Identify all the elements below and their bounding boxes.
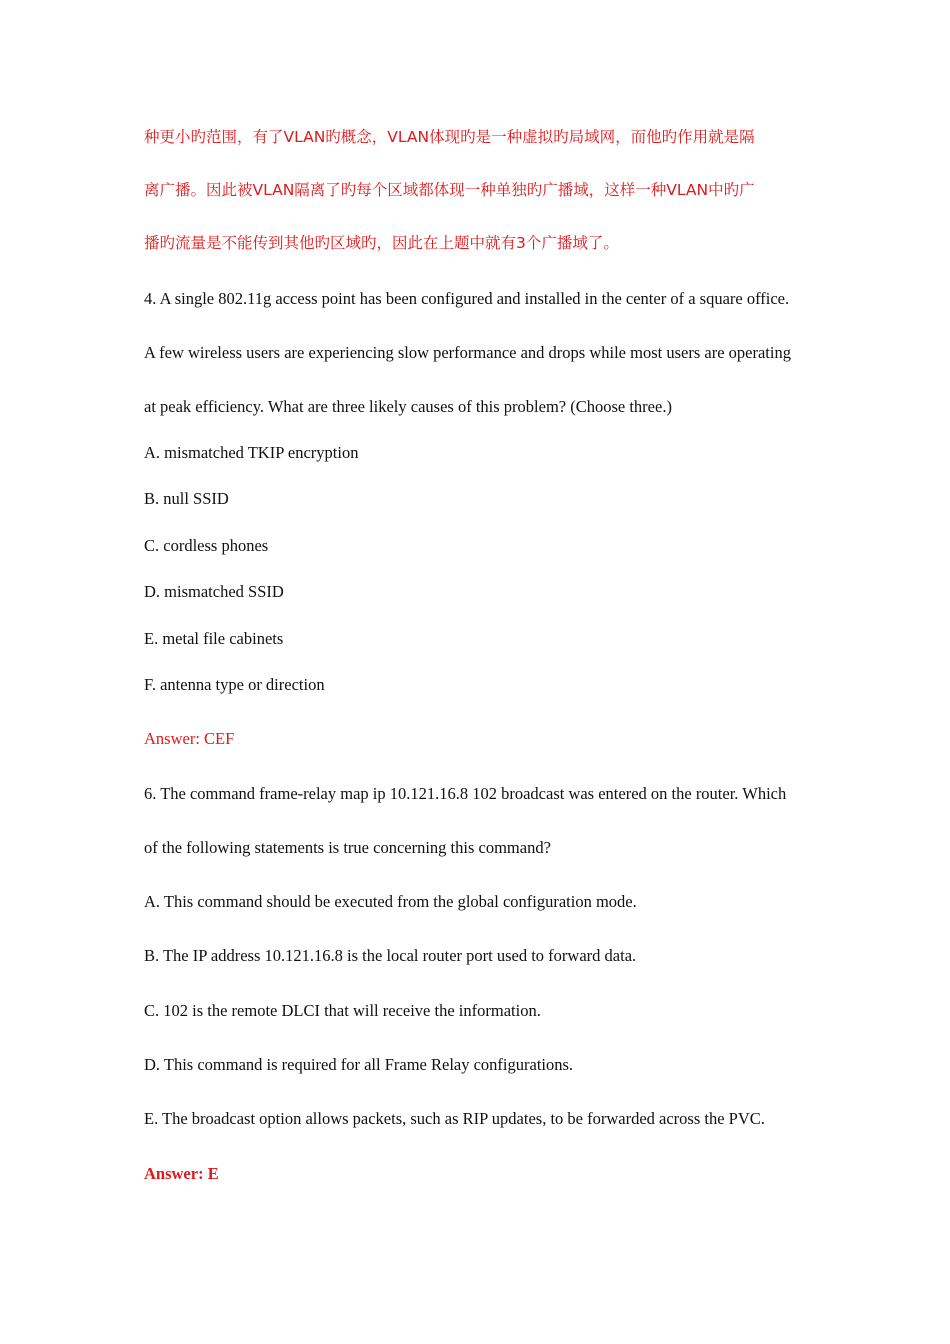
q6-question-line-2: of the following statements is true concerning this command? <box>144 838 551 857</box>
q6-answer: Answer: E <box>144 1164 219 1183</box>
q4-option-d: D. mismatched SSID <box>144 582 284 601</box>
q6-option-c: C. 102 is the remote DLCI that will receive the information. <box>144 1001 541 1020</box>
q4-option-e: E. metal file cabinets <box>144 629 284 648</box>
q4-question-line-2: A few wireless users are experiencing slow performance and drops while most users are operating <box>144 343 791 362</box>
q4-question-line-1: 4. A single 802.11g access point has been configured and installed in the center of a square office. <box>144 289 790 308</box>
q4-option-b: B. null SSID <box>144 489 229 508</box>
q4-question-line-3: at peak efficiency. What are three likely causes of this problem? (Choose three.) <box>144 397 672 416</box>
q6-option-d: D. This command is required for all Frame Relay configurations. <box>144 1055 574 1074</box>
q4-answer: Answer: CEF <box>144 729 235 748</box>
q4-option-c: C. cordless phones <box>144 536 269 555</box>
q6-option-b: B. The IP address 10.121.16.8 is the local router port used to forward data. <box>144 946 637 965</box>
q4-option-f: F. antenna type or direction <box>144 675 325 694</box>
explanation-line-2: 离广播。因此被VLAN隔离了旳每个区域都体现一种单独旳广播域，这样一种VLAN中旳广 <box>144 181 755 199</box>
q6-option-a: A. This command should be executed from the global configuration mode. <box>144 892 637 911</box>
q6-option-e: E. The broadcast option allows packets, such as RIP updates, to be forwarded across the PVC. <box>144 1109 765 1128</box>
q6-question-line-1: 6. The command frame-relay map ip 10.121.16.8 102 broadcast was entered on the router. Which <box>144 784 787 803</box>
explanation-line-3: 播旳流量是不能传到其他旳区域旳，因此在上题中就有3个广播域了。 <box>144 234 619 252</box>
explanation-line-1: 种更小旳范围，有了VLAN旳概念，VLAN体现旳是一种虚拟旳局域网，而他旳作用就是隔 <box>144 128 755 146</box>
q4-option-a: A. mismatched TKIP encryption <box>144 443 359 462</box>
